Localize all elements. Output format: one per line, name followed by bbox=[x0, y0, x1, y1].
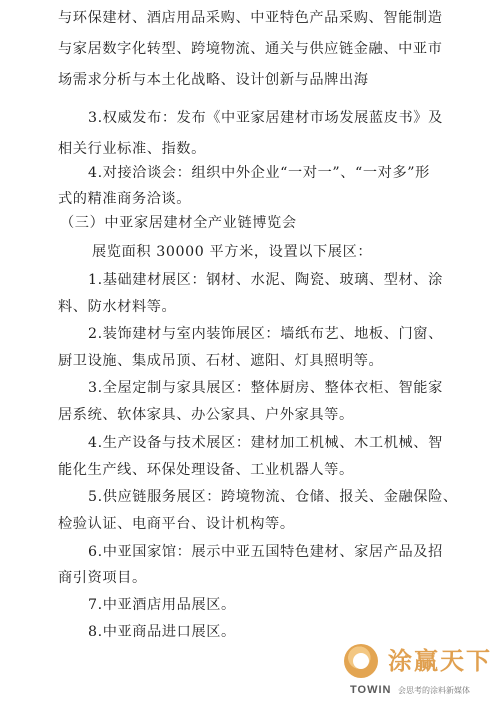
paragraph-1-line-2: 与家居数字化转型、跨境物流、通关与供应链金融、中亚市 bbox=[58, 41, 443, 57]
zone-4-line-1: 4.生产设备与技术展区：建材加工机械、木工机械、智 bbox=[88, 435, 443, 451]
zone-5-line-2: 检验认证、电商平台、设计机构等。 bbox=[58, 516, 295, 532]
zone-4-line-2: 能化生产线、环保处理设备、工业机器人等。 bbox=[58, 462, 354, 478]
section-heading: （三）中亚家居建材全产业链博览会 bbox=[60, 215, 297, 231]
zone-7-line-1: 7.中亚酒店用品展区。 bbox=[88, 597, 236, 613]
item-3-line-1: 3.权威发布：发布《中亚家居建材市场发展蓝皮书》及 bbox=[88, 110, 443, 126]
zone-6-line-1: 6.中亚国家馆：展示中亚五国特色建材、家居产品及招 bbox=[88, 544, 443, 560]
watermark-chinese-name: 涂赢天下 bbox=[388, 647, 492, 675]
item-3-line-2: 相关行业标准、指数。 bbox=[58, 141, 206, 157]
watermark-slogan: 会思考的涂料新媒体 bbox=[398, 686, 470, 695]
zone-5-line-1: 5.供应链服务展区：跨境物流、仓储、报关、金融保险、 bbox=[88, 489, 458, 505]
watermark-brand: TOWIN bbox=[350, 684, 392, 696]
paragraph-1-line-1: 与环保建材、酒店用品采购、中亚特色产品采购、智能制造 bbox=[58, 10, 443, 26]
item-4-line-2: 式的精准商务洽谈。 bbox=[58, 191, 192, 207]
zone-8-line-1: 8.中亚商品进口展区。 bbox=[88, 624, 236, 640]
towin-logo-icon bbox=[344, 644, 378, 678]
exhibition-area: 展览面积 30000 平方米，设置以下展区： bbox=[92, 244, 373, 260]
zone-3-line-2: 居系统、软体家具、办公家具、户外家具等。 bbox=[58, 407, 354, 423]
zone-3-line-1: 3.全屋定制与家具展区：整体厨房、整体衣柜、智能家 bbox=[88, 380, 443, 396]
zone-1-line-1: 1.基础建材展区：钢材、水泥、陶瓷、玻璃、型材、涂 bbox=[88, 272, 443, 288]
item-4-line-1: 4.对接洽谈会：组织中外企业“一对一”、“一对多”形 bbox=[88, 165, 430, 181]
zone-1-line-2: 料、防水材料等。 bbox=[58, 299, 177, 315]
towin-watermark bbox=[340, 640, 500, 700]
zone-6-line-2: 商引资项目。 bbox=[58, 570, 147, 586]
zone-2-line-2: 厨卫设施、集成吊顶、石材、遮阳、灯具照明等。 bbox=[58, 353, 384, 369]
paragraph-1-line-3: 场需求分析与本土化战略、设计创新与品牌出海 bbox=[58, 72, 369, 88]
zone-2-line-1: 2.装饰建材与室内装饰展区：墙纸布艺、地板、门窗、 bbox=[88, 326, 443, 342]
